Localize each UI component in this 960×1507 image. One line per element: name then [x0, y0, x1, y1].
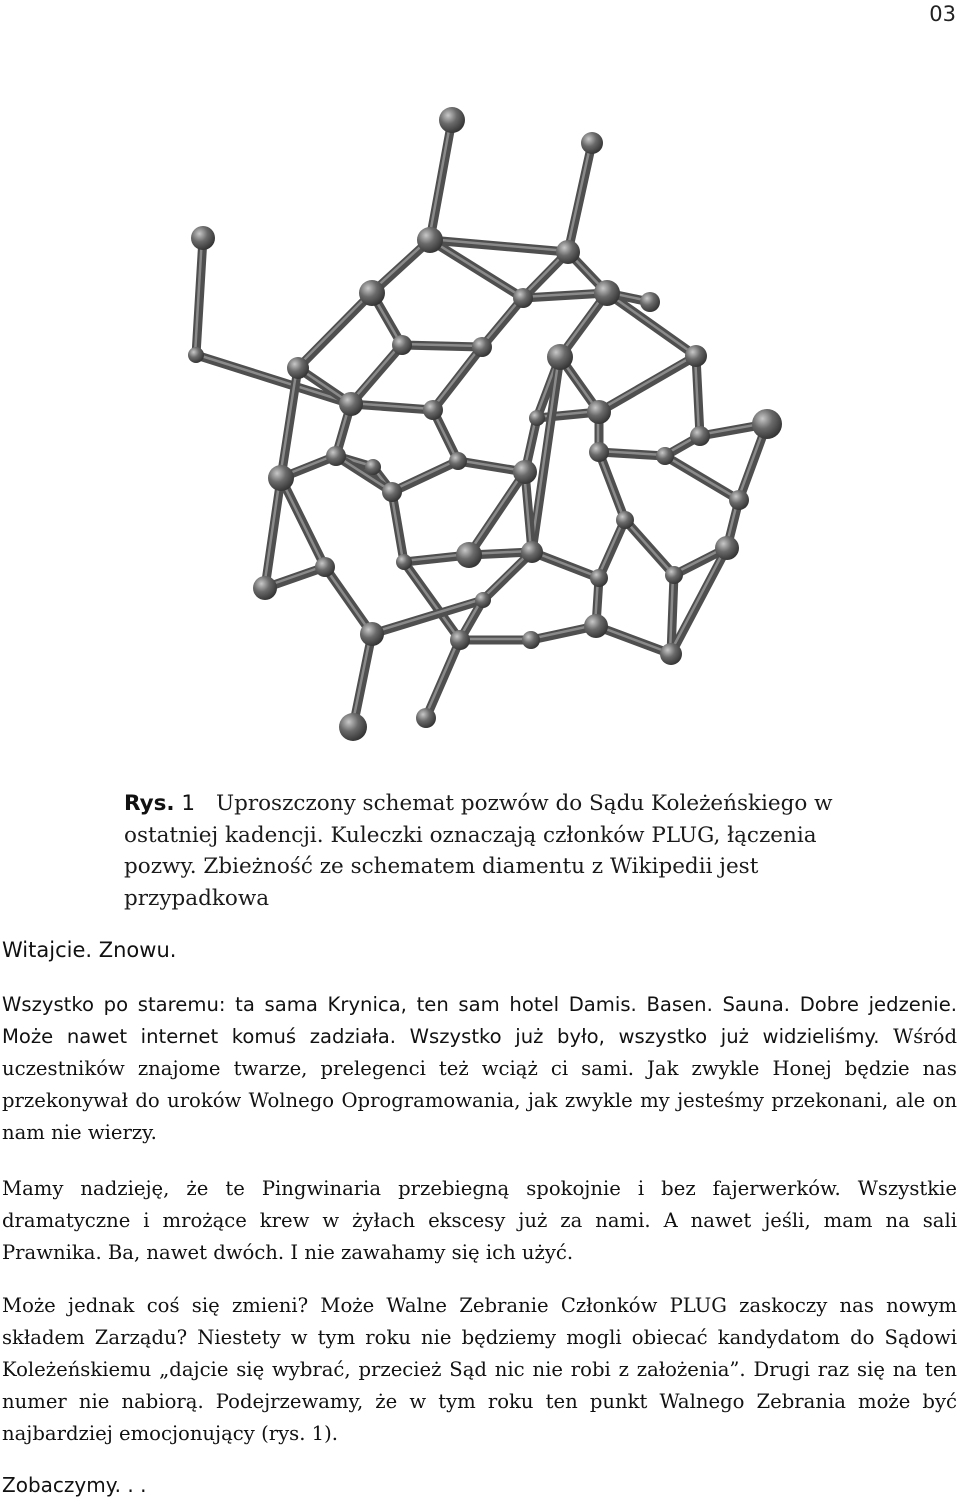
bond-highlight [425, 639, 459, 717]
atom-ball [522, 631, 540, 649]
atom-ball [656, 447, 674, 465]
atom-ball [513, 460, 537, 484]
bond-highlight [352, 633, 371, 726]
bond-lines [195, 119, 767, 727]
bond-highlight [598, 519, 624, 577]
bond-highlight [664, 455, 738, 499]
figure-number: 1 [181, 791, 196, 816]
atom-ball [581, 132, 603, 154]
atom-ball [660, 643, 682, 665]
atom-ball [191, 226, 215, 250]
atom-ball [472, 337, 492, 357]
bond-highlight [429, 119, 451, 239]
atom-ball [513, 288, 533, 308]
figure-caption-text: Uproszczony schemat pozwów do Sądu Koleżeńskiego w ostatniej kadencji. Kuleczki oznaczają członków PLUG, łączenia pozwy. Zbieżność ze schematem diamentu z Wikipedii jest przypadkowa [124, 791, 833, 911]
atom-ball [594, 280, 620, 306]
atom-ball [287, 357, 309, 379]
atom-ball [315, 557, 335, 577]
atom-ball [456, 542, 482, 568]
atom-ball [589, 442, 609, 462]
atom-ball [475, 592, 491, 608]
atom-ball [729, 490, 749, 510]
atom-ball [529, 410, 545, 426]
atom-ball [359, 280, 385, 306]
atom-ball [392, 335, 412, 355]
bond-line [392, 461, 458, 492]
bond-highlight [468, 471, 524, 554]
bond-highlight [324, 566, 371, 633]
atom-ball [360, 622, 384, 646]
atom-ball [685, 345, 707, 367]
atom-ball [268, 465, 294, 491]
atom-ball [416, 708, 436, 728]
figure-label: Rys. [124, 791, 175, 816]
atom-ball [339, 392, 363, 416]
bond-line [599, 356, 696, 412]
atom-ball [584, 614, 608, 638]
bond-line [426, 640, 460, 718]
paragraph-1 [2, 989, 957, 1149]
atom-ball [590, 569, 608, 587]
closing-text: Zobaczymy. . . [2, 1473, 147, 1497]
atom-ball [365, 459, 381, 475]
atom-ball [339, 713, 367, 741]
bond-highlight [598, 355, 695, 411]
diamond-lattice-figure [160, 95, 810, 765]
atom-ball [587, 400, 611, 424]
paragraph-1-part-b: Wśród uczestników znajome twarze, prelegenci też wciąż ci sami. Jak zwykle Honej będzie nas przekonywał do uroków Wolnego Oprogramowania, jak zwykle my jesteśmy przekonani, ale on nam nie wierzy. [2, 1025, 957, 1144]
atom-ball [450, 630, 470, 650]
atom-ball [439, 107, 465, 133]
bond-highlight [195, 354, 350, 403]
atom-ball [253, 576, 277, 600]
atom-ball [521, 541, 543, 563]
greeting: Witajcie. Znowu. [2, 938, 177, 962]
atom-ball [690, 426, 710, 446]
atom-ball [449, 452, 467, 470]
bond-highlight [432, 346, 481, 409]
paragraph-1-part-a: Wszystko po staremu: ta sama Krynica, ten sam hotel Damis. Basen. Sauna. Dobre jedzenie. Może nawet internet komuś zadziała. Wszystko już było, wszystko już widzieliśmy. [2, 993, 957, 1048]
atom-ball [752, 409, 782, 439]
atom-ball [665, 566, 683, 584]
figure-caption [124, 788, 844, 914]
bond-highlight [403, 561, 459, 639]
atom-ball [616, 511, 634, 529]
atom-ball [326, 446, 346, 466]
bond-highlight [391, 460, 457, 491]
bond-highlight [280, 477, 324, 566]
bond-line [298, 293, 372, 368]
bond-highlight [297, 292, 371, 367]
atom-ball [382, 482, 402, 502]
atom-ball [547, 344, 573, 370]
atom-ball [423, 400, 443, 420]
bond-line [433, 347, 482, 410]
bond-line [599, 520, 625, 578]
paragraph-2: Mamy nadzieję, że te Pingwinaria przebiegną spokojnie i bez fajerwerków. Wszystkie dramatyczne i mrożące krew w żyłach ekscesy już za nami. A nawet jeśli, mam na sali Prawnika. Ba, nawet dwóch. I nie zawahamy się ich użyć. [2, 1177, 957, 1264]
bond-highlight [624, 519, 673, 574]
atom-ball [715, 536, 739, 560]
bond-line [469, 472, 525, 555]
atom-ball [417, 227, 443, 253]
page-number: 03 [929, 2, 956, 26]
atom-ball [640, 292, 660, 312]
atom-ball [556, 240, 580, 264]
atom-ball [188, 347, 204, 363]
atom-balls [188, 107, 782, 741]
bond-highlight [567, 142, 591, 251]
atom-ball [396, 554, 412, 570]
paragraph-3: Może jednak coś się zmieni? Może Walne Zebranie Członków PLUG zaskoczy nas nowym składem Zarządu? Niestety w tym roku nie będziemy mogli obiecać kandydatom do Sądowi Koleżeńskiemu „dajcie się wybrać, przecież Sąd nic nie robi z założenia”. Drugi raz się na ten numer nie nabiorą. Podejrzewamy, że w tym roku ten punkt Walnego Zebrania może być najbardziej emocjonujący (rys. 1). [2, 1294, 957, 1445]
